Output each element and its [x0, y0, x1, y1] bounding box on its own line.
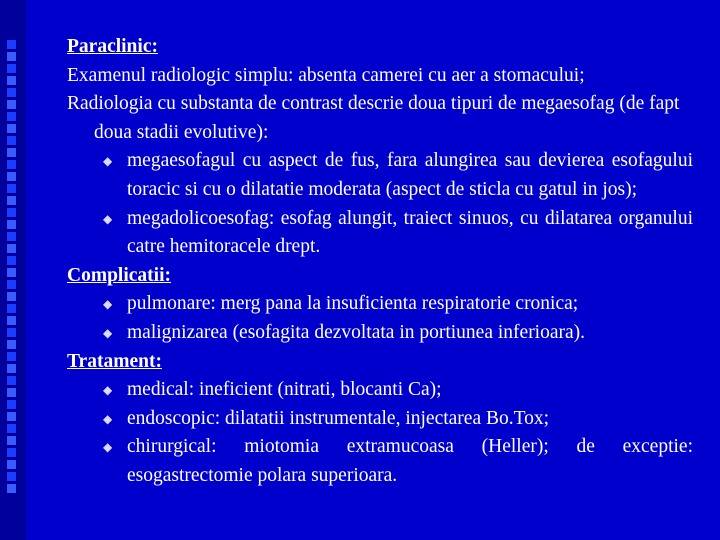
diamond-bullet-icon: ◆ [103, 325, 113, 340]
bullet-item [67, 290, 693, 319]
bullet-text: endoscopic: dilatatii instrumentale, injectarea Bo.Tox; [127, 407, 550, 429]
decorative-square [7, 232, 16, 241]
decorative-square [7, 100, 16, 109]
decorative-square [7, 184, 16, 193]
decorative-square [7, 316, 16, 325]
decorative-square [7, 148, 16, 157]
decorative-square [7, 220, 16, 229]
bullet-item [67, 433, 693, 490]
decorative-square [7, 472, 16, 481]
diamond-bullet-icon: ◆ [103, 154, 113, 169]
decorative-square [7, 196, 16, 205]
decorative-square [7, 124, 16, 133]
decorative-square [7, 136, 16, 145]
decorative-square [7, 40, 16, 49]
bullet-item [67, 205, 693, 262]
diamond-bullet-icon: ◆ [103, 211, 113, 226]
decorative-square [7, 256, 16, 265]
decorative-square [7, 412, 16, 421]
decorative-left-band [0, 0, 26, 540]
bullet-item [67, 319, 693, 348]
diamond-bullet-icon: ◆ [103, 411, 113, 426]
decorative-square [7, 280, 16, 289]
bullet-text: chirurgical: miotomia extramucoasa (Heller); de exceptie: esogastrectomie polara superioara. [127, 436, 693, 486]
decorative-square [7, 64, 16, 73]
paraclinic-line-contrast [67, 90, 693, 147]
bullet-item [67, 376, 693, 405]
bullet-text: megadolicoesofag: esofag alungit, traiect sinuos, cu dilatarea organului catre hemitoracele drept. [127, 207, 693, 258]
decorative-square [7, 160, 16, 169]
decorative-square [7, 244, 16, 253]
decorative-square [7, 364, 16, 373]
bullet-text: pulmonare: merg pana la insuficienta respiratorie cronica; [127, 293, 579, 315]
complicatii-heading: Complicatii: [67, 264, 171, 286]
bullet-item [67, 405, 693, 434]
decorative-square [7, 172, 16, 181]
decorative-square [7, 436, 16, 445]
decorative-square [7, 292, 16, 301]
diamond-bullet-icon: ◆ [103, 297, 113, 312]
bullet-text: malignizarea (esofagita dezvoltata in portiunea inferioara). [127, 321, 586, 343]
contrast-text: Radiologia cu substanta de contrast descrie doua tipuri de megaesofag (de fapt doua stadii evolutive): [67, 93, 680, 143]
decorative-square [7, 484, 16, 493]
decorative-square [7, 268, 16, 277]
decorative-square [7, 448, 16, 457]
bullet-item [67, 147, 693, 204]
decorative-square [7, 328, 16, 337]
decorative-square [7, 52, 16, 61]
decorative-square [7, 388, 16, 397]
decorative-square [7, 76, 16, 85]
decorative-square-column [3, 40, 23, 510]
tratament-heading: Tratament: [67, 350, 162, 372]
decorative-square [7, 88, 16, 97]
decorative-square [7, 304, 16, 313]
decorative-square [7, 460, 16, 469]
decorative-square [7, 400, 16, 409]
decorative-square [7, 424, 16, 433]
decorative-square [7, 352, 16, 361]
bullet-text: megaesofagul cu aspect de fus, fara alungirea sau devierea esofagului toracic si cu o dilatatie moderata (aspect de sticla cu gatul in jos); [127, 150, 693, 200]
diamond-bullet-icon: ◆ [103, 440, 113, 455]
decorative-square [7, 376, 16, 385]
decorative-square [7, 340, 16, 349]
decorative-square [7, 208, 16, 217]
diamond-bullet-icon: ◆ [103, 383, 113, 398]
paraclinic-heading: Paraclinic: [67, 36, 158, 57]
decorative-square [7, 112, 16, 121]
bullet-text: medical: ineficient (nitrati, blocanti Ca); [127, 379, 442, 401]
paraclinic-line-radiologic: Examenul radiologic simplu: absenta camerei cu aer a stomacului; [67, 64, 585, 86]
slide-content [67, 33, 693, 491]
